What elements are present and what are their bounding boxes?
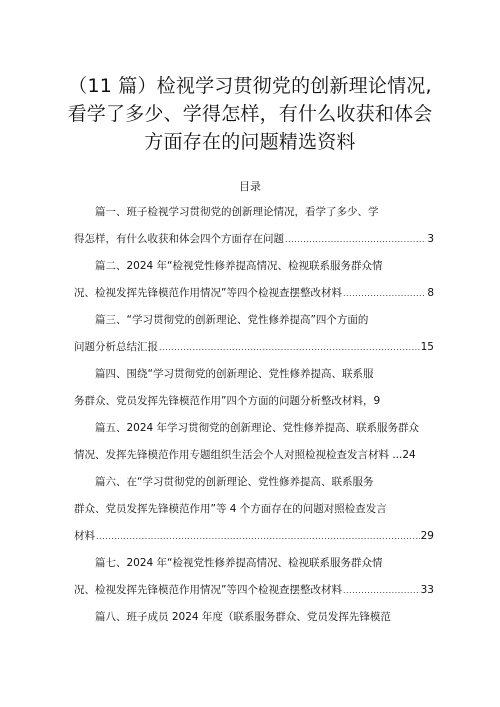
toc-entry-text: 情况、发挥先锋模范作用专题组织生活会个人对照检视检查发言材料 ...: [74, 449, 403, 461]
toc-entry-text: 材料: [74, 530, 95, 542]
toc-page-number: 29: [420, 530, 434, 542]
toc-entry-text: 篇二、2024 年“检视党性修养提高情况、检视联系服务群众情: [95, 260, 383, 272]
toc-entry-7[interactable]: [74, 557, 434, 597]
toc-entry-text: 群众、党员发挥先锋模范作用”等 4 个方面存在的问题对照检查发言: [74, 503, 387, 515]
toc-page-number: 33: [420, 584, 434, 596]
toc-entry-text: 篇六、在“学习贯彻党的创新理论、党性修养提高、联系服务: [95, 476, 374, 488]
toc-page-number: 24: [402, 449, 416, 461]
toc-entry-text: 况、检视发挥先锋模范作用情况”等四个检视查摆整改材料: [74, 584, 342, 596]
toc-entry-1[interactable]: [74, 206, 434, 246]
dot-leader: [343, 584, 420, 597]
toc-entry-text: 篇五、2024 年学习贯彻党的创新理论、党性修养提高、联系服务群众: [95, 422, 420, 434]
document-title: [40, 72, 460, 156]
dot-leader: [285, 233, 426, 246]
toc-entry-text: 况、检视发挥先锋模范作用情况”等四个检视查摆整改材料: [74, 287, 342, 299]
toc-entry-text: 篇四、围绕“学习贯彻党的创新理论、党性修养提高、联系服: [95, 368, 374, 380]
toc-entry-text: 篇一、班子检视学习贯彻党的创新理论情况，看学了多少、学: [95, 206, 379, 218]
toc-entry-text: 务群众、党员发挥先锋模范作用”四个方面的问题分析整改材料，9: [74, 395, 381, 407]
toc-page-number: 15: [420, 341, 434, 353]
title-line-2: 看学了多少、学得怎样，有什么收获和体会: [67, 103, 433, 125]
toc-entry-3[interactable]: [74, 314, 434, 354]
dot-leader: [343, 287, 426, 300]
toc-entry-text: 篇八、班子成员 2024 年度（联系服务群众、党员发挥先锋模范: [95, 611, 391, 623]
table-of-contents: [74, 206, 434, 638]
toc-entry-text: 得怎样，有什么收获和体会四个方面存在问题: [74, 233, 284, 245]
toc-page-number: 3: [427, 233, 434, 245]
toc-entry-4[interactable]: [74, 368, 434, 408]
toc-page-number: 8: [427, 287, 434, 299]
toc-entry-2[interactable]: [74, 260, 434, 300]
dot-leader: [159, 341, 420, 354]
title-line-1: （11 篇）检视学习贯彻党的创新理论情况,: [68, 75, 432, 97]
toc-entry-text: 篇三、“学习贯彻党的创新理论、党性修养提高”四个方面的: [95, 314, 369, 326]
toc-entry-text: 问题分析总结汇报: [74, 341, 158, 353]
title-line-3: 方面存在的问题精选资料: [144, 131, 356, 153]
dot-leader: [96, 530, 420, 543]
toc-entry-8[interactable]: [74, 611, 434, 624]
toc-heading: 目录: [239, 180, 261, 193]
toc-entry-text: 篇七、2024 年“检视党性修养提高情况、检视联系服务群众情: [95, 557, 383, 569]
toc-entry-5[interactable]: [74, 422, 434, 462]
toc-entry-6[interactable]: [74, 476, 434, 543]
